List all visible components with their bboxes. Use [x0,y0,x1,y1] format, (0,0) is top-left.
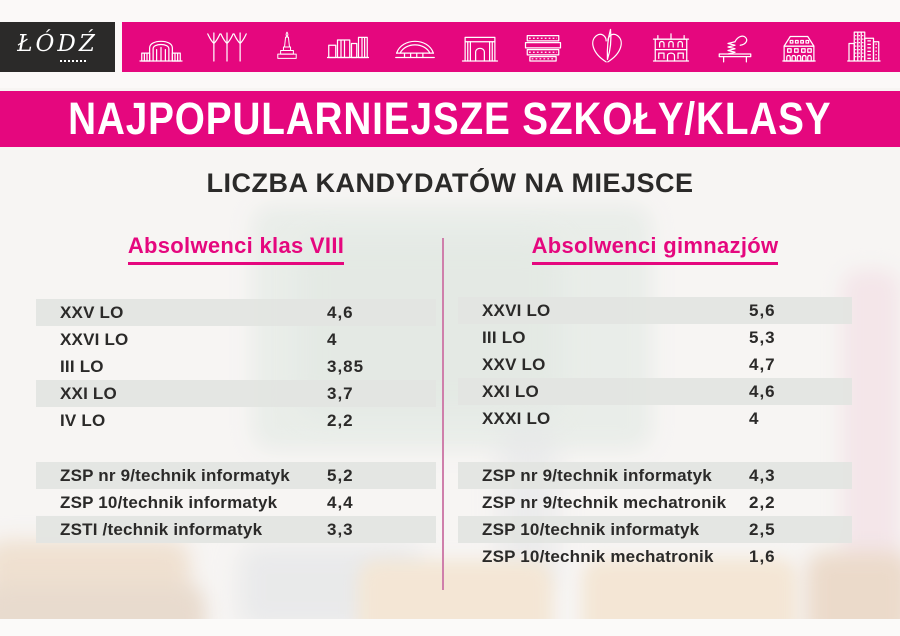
table-row [458,297,852,324]
program-name: ZSTI /technik informatyk [60,519,263,539]
program-value: 4,4 [327,492,354,512]
canopy-trees-icon [205,26,249,68]
program-value: 3,3 [327,519,354,539]
table-row [36,407,436,434]
program-name: ZSP nr 9/technik informatyk [60,465,290,485]
table-gimnazjow-programs [458,462,852,570]
heart-leaf-icon [586,26,628,68]
school-name: III LO [60,356,104,376]
lodz-logo-text: ŁÓDŹ [17,30,98,57]
table-row [458,378,852,405]
striped-museum-icon [521,26,565,68]
school-value: 4,6 [327,302,354,322]
column-header-label: Absolwenci gimnazjów [532,233,779,265]
table-row [36,299,436,326]
train-station-icon [138,26,184,68]
table-klas-viii-programs [36,462,436,543]
table-row [458,405,852,432]
table-gimnazjow-schools [458,297,852,432]
school-value: 5,3 [749,327,776,347]
table-klas-viii-schools [36,299,436,434]
page-subtitle: LICZBA KANDYDATÓW NA MIEJSCE [206,168,694,198]
program-value: 5,2 [327,465,354,485]
title-banner [0,91,900,147]
column-header-label: Absolwenci klas VIII [128,233,344,265]
school-name: XXV LO [60,302,124,322]
school-name: III LO [482,327,526,347]
manor-house-icon [777,26,821,68]
table-row [36,462,436,489]
program-name: ZSP nr 9/technik mechatronik [482,492,727,512]
program-value: 4,3 [749,465,776,485]
table-row [36,489,436,516]
school-value: 4,7 [749,354,776,374]
school-name: XXVI LO [60,329,129,349]
table-row [458,516,852,543]
gallery-blocks-icon [325,26,371,68]
table-row [458,543,852,570]
bg-bottom-band [0,619,900,636]
lodz-logo [0,22,115,72]
school-name: XXI LO [60,383,117,403]
program-name: ZSP nr 9/technik informatyk [482,465,712,485]
program-name: ZSP 10/technik informatyk [60,492,278,512]
table-row [36,380,436,407]
school-name: XXXI LO [482,408,551,428]
program-name: ZSP 10/technik informatyk [482,519,700,539]
column-header-gimnazjow [458,233,852,265]
program-value: 1,6 [749,546,776,566]
program-name: ZSP 10/technik mechatronik [482,546,714,566]
school-name: IV LO [60,410,106,430]
school-name: XXVI LO [482,300,551,320]
school-value: 2,2 [327,410,354,430]
table-row [458,489,852,516]
monument-icon [270,26,304,68]
landmark-icon-strip [122,22,900,72]
school-name: XXV LO [482,354,546,374]
table-row [458,351,852,378]
column-divider-line [442,238,444,590]
school-value: 4 [327,329,338,349]
school-value: 3,7 [327,383,354,403]
table-row [36,326,436,353]
table-row [458,324,852,351]
arena-icon [392,26,438,68]
school-value: 4 [749,408,760,428]
school-value: 4,6 [749,381,776,401]
gate-building-icon [459,26,501,68]
page-title: NAJPOPULARNIEJSZE SZKOŁY/KLASY [68,93,832,144]
school-value: 5,6 [749,300,776,320]
table-row [458,462,852,489]
program-value: 2,2 [749,492,776,512]
table-row [36,353,436,380]
table-row [36,516,436,543]
lodz-logo-subtext-dots [60,60,86,62]
school-value: 3,85 [327,356,365,376]
office-tower-icon [842,26,884,68]
program-value: 2,5 [749,519,776,539]
palace-icon [649,26,693,68]
school-name: XXI LO [482,381,539,401]
tuwim-bench-icon [714,26,756,68]
column-header-klas-viii [36,233,436,265]
